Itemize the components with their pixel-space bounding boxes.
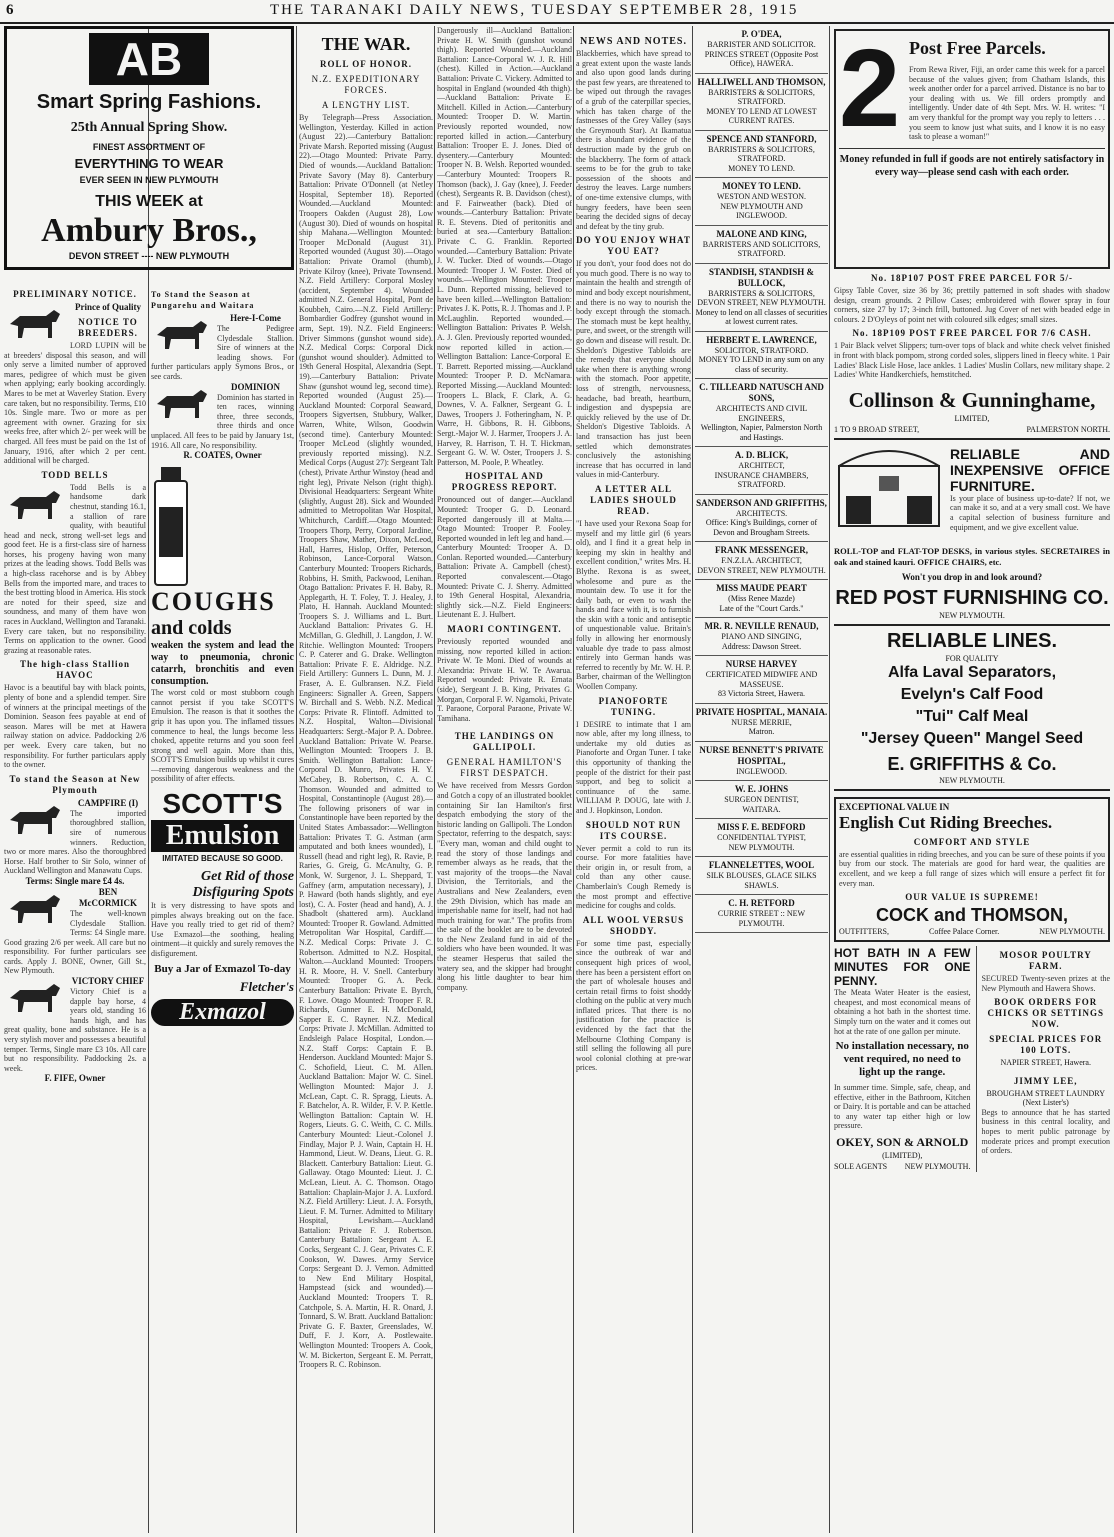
hospital-progress-heading: HOSPITAL AND PROGRESS REPORT. bbox=[451, 471, 558, 493]
spots-body: It is very distressing to have spots and pimples always breaking out on the face. Have you really tried to get rid of them? Use Exmazol—the soothing, healing ointment—it quickly and surely removes the disfigurement. bbox=[151, 901, 294, 959]
season-heading: To stand the Season at New Plymouth bbox=[9, 773, 141, 795]
napier-street: NAPIER STREET, Hawera. bbox=[1000, 1058, 1091, 1068]
card-role: BARRISTERS AND SOLICITORS, STRATFORD. bbox=[702, 239, 821, 258]
gallipoli-body: We have received from Messrs Gordon and Gotch a copy of an illustrated booklet containing Sir Ian Hamilton's first despatch embodying the story of the historic landing on Gallipoli. The London Spectator, referring to the despatch, says: "Every man, woman and child ought to read the story of those landings and remember always as he reads, that the vast majority of the troops—the Naval Division, the Territorials, and the Australians and New Zealanders, even the 29th Division, which has made an imperishable name for itself, had not had much training for war." The profits from the sale of the booklet are to be devoted to the New Zealand fund in aid of the soldiers who have been wounded. It was the steamer Hesperus that sailed the watery sea, and the skipper had brought along his little daughter to bear him company. bbox=[437, 781, 572, 992]
griffiths-city: NEW PLYMOUTH. bbox=[834, 775, 1110, 791]
card-address: PRINCES STREET (Opposite Post Office), HAWERA. bbox=[704, 49, 819, 68]
store-name: Ambury Bros., bbox=[41, 212, 257, 249]
professional-card bbox=[695, 656, 828, 704]
ad-line: EVERYTHING TO WEAR bbox=[74, 156, 224, 171]
card-role: PIANO AND SINGING, bbox=[721, 632, 802, 641]
column-rule bbox=[573, 26, 574, 1533]
news-body-2: If you don't, your food does not do you much good. There is no way to maintain the health and strength of mind and body except nourishment, and there is no way to nourish the body except through the stomach. The stomach must be kept healthy, pure, and sweet, or the strength will go down and disease will result. Dr. Sheldon's Digestive Tabloids are the remedy that everyone should take when there is anything wrong with the stomach. Poor appetite, loss of strength, nervousness, headache, bad breath, heartburn, indigestion and dyspepsia are quickly relieved by the use of Dr. Sheldon's Digestive Tabloids. A land transaction has just been settled which demonstrates conclusively the astonishing increase that has occurred in land values in mid-Canterbury. bbox=[576, 259, 691, 480]
ambury-advertisement bbox=[4, 26, 294, 276]
mosor-heading: MOSOR POULTRY FARM. bbox=[999, 950, 1092, 972]
dominion-body: Dominion has started in ten races, winning three, three seconds, three thirds and once unplaced. All fees to be paid by January 1st, 1916. All care, No responsibility. bbox=[151, 392, 294, 450]
masthead-title: THE TARANAKI DAILY NEWS, TUESDAY SEPTEMBER 28, 1915 bbox=[270, 2, 799, 18]
card-role: INGLEWOOD. bbox=[736, 766, 787, 776]
this-week: THIS WEEK at bbox=[95, 193, 203, 210]
post-free-parcels-ad bbox=[834, 29, 1110, 269]
hamilton-despatch-heading: GENERAL HAMILTON'S FIRST DESPATCH. bbox=[446, 757, 563, 779]
card-name: HALLIWELL AND THOMSON, bbox=[697, 76, 826, 87]
professional-card bbox=[695, 447, 828, 495]
risk-heading: SHOULD NOT RUN ITS COURSE. bbox=[585, 819, 682, 841]
card-name: MALONE AND KING, bbox=[716, 228, 807, 239]
outfitters: OUTFITTERS, bbox=[839, 927, 889, 937]
ad-line: EVER SEEN IN NEW PLYMOUTH bbox=[79, 175, 219, 185]
card-role: CERTIFICATED MIDWIFE AND MASSEUSE. bbox=[705, 670, 818, 689]
hot-bath-heading: HOT BATH IN A FEW MINUTES FOR ONE PENNY. bbox=[834, 946, 971, 989]
reliable-office-heading: RELIABLE AND INEXPENSIVE OFFICE FURNITURE. bbox=[950, 445, 1110, 494]
professional-card bbox=[695, 857, 828, 895]
card-role: SOLICITOR, STRATFORD. bbox=[714, 345, 809, 355]
victory-chief-name: VICTORY CHIEF bbox=[71, 976, 145, 987]
card-name: NURSE BENNETT'S PRIVATE HOSPITAL, bbox=[699, 744, 824, 766]
card-address: NEW PLYMOUTH AND INGLEWOOD. bbox=[720, 201, 803, 220]
card-name: HERBERT E. LAWRENCE, bbox=[706, 334, 817, 345]
scotts-title: SCOTT'S bbox=[162, 788, 283, 820]
maori-contingent-heading: MAORI CONTINGENT. bbox=[447, 624, 562, 635]
enjoy-heading: DO YOU ENJOY WHAT YOU EAT? bbox=[576, 235, 691, 257]
red-post-city: NEW PLYMOUTH. bbox=[834, 610, 1110, 626]
card-name: PRIVATE HOSPITAL, MANAIA. bbox=[695, 706, 828, 717]
card-name: MISS MAUDE PEART bbox=[716, 583, 807, 593]
expeditionary-heading: N.Z. EXPEDITIONARY FORCES. bbox=[311, 74, 421, 95]
ab-logo: AB bbox=[89, 33, 209, 85]
card-role: BARRISTERS & SOLICITORS, STRATFORD. bbox=[708, 144, 815, 163]
roll-of-honor: ROLL OF HONOR. bbox=[320, 59, 412, 69]
card-address: MONEY TO LEND AT LOWEST CURRENT RATES. bbox=[706, 106, 817, 125]
cock-thomson: COCK and THOMSON, bbox=[876, 905, 1068, 926]
card-name: MISS F. E. BEDFORD bbox=[717, 822, 806, 832]
card-role: WESTON AND WESTON. bbox=[716, 192, 807, 201]
alfa-laval: Alfa Laval Separators, bbox=[887, 663, 1057, 681]
card-role: SILK BLOUSES, GLACE SILKS bbox=[706, 871, 817, 880]
havoc-heading: The high-class Stallion HAVOC bbox=[19, 659, 131, 681]
jersey-queen: "Jersey Queen" Mangel Seed bbox=[860, 729, 1084, 747]
reliable-lines-heading: RELIABLE LINES. bbox=[886, 629, 1057, 652]
spots-heading: Get Rid of those Disfiguring Spots bbox=[192, 869, 294, 901]
store-address: DEVON STREET ---- NEW PLYMOUTH bbox=[68, 251, 230, 261]
card-name: MONEY TO LEND. bbox=[722, 181, 801, 191]
horse-icon bbox=[4, 978, 66, 1020]
news-body-1: Blackberries, which have spread to a great extent upon the waste lands and also upon good lands during the past few years, are threatened to be wiped out through the ravages of a grub of the caterpillar species, which has taken charge of the fastnesses of the Grey Valley (says the Greymouth Star). At Ikamatua there is abundant evidence of the destruction made by the grub on the blackberry. The form of attack seems to be for the grub to take possession of the shoots and destroy the leaves. Large numbers of one-time extensive clumps, with hungry feeders, have been seen bearing the decided signs of decay and defeat by the tiny grub. bbox=[576, 49, 691, 231]
professional-card bbox=[695, 226, 828, 264]
coughs-subtitle: weaken the system and lead the way to pneumonia, chronic catarrh, bronchitis and even consumption. bbox=[151, 640, 294, 688]
value-line: OUR VALUE IS SUPREME! bbox=[905, 892, 1039, 903]
griffiths-heading: E. GRIFFITHS & Co. bbox=[887, 753, 1057, 774]
imitated-line: IMITATED BECAUSE SO GOOD. bbox=[162, 854, 283, 864]
scotts-body: The worst cold or most stubborn cough cannot persist if you take SCOTT'S Emulsion. The reason is that it soothes the grip it has upon you. The inflamed tissues commence to heal, the lungs become less choked, appetite returns and you soon feel strong and well again. More than this, SCOTT'S Emulsion builds up whilst it cures—removing dangerous weakness and the possibility of after effects. bbox=[151, 688, 294, 784]
emulsion-title: Emulsion bbox=[151, 820, 294, 852]
professional-card bbox=[695, 895, 828, 933]
war-casualty-list: By Telegraph—Press Association. Wellington, Yesterday. Killed in action (August 22).—Canterbury Battalion: Private Marsh. Reported missing (August 22).—Otago Mounted: Private Parry. Died of wounds.—Auckland Battalion: Private Savory (May 8). Canterbury Battalion: Private O'Donnell (at Netley Hospital, September 18). Reported Wounded.—Auckland Mounted: Troopers Oakden (August 28), Low (August 30). Died of wounds on hospital ship Mahana.—Wellington Mounted: Trooper McDonald (August 31). Reported wounded (August 30).—Otago Battalion: Private Oramol (thumb), Private Kilroy (knee), Private Townsend. N.Z. Field Artillery: Corporal Mosley (accident, September 4). Wounded admitted N.Z. General Hospital, Pont de Koubbeh, Cairo.—N.Z. Field Artillery: Bombardier Godfrey (gunshot wound in arm, Sept. 19). N.Z. Field Engineers: Driver Simmons (gunshot wound side). N.Z. Medical Corps: Corporal Dick (gunshot wound shoulder). Admitted to 19th General Hospital, Alexandria (Sept. 19).—Canterbury Battalion: Private Shaw (gunshot wound leg, second time). Reported wounded (August 25).—Auckland Mounted: Corporal Seaward, Troopers Sigvertsen, Stubbury, Walker, Warren, White, Wilson, Goodwin (second time). Canterbury Mounted: Trooper McLeod (slightly wounded, previously reported missing). N.Z. Medical Corps (August 27): Sergeant Talt (chest), Private Arthur Winstoy (head and right leg), Private Nelson (right thigh). Divisional Headquarters: Sergeant White (slightly, August 28). Sick and Wounded admitted to Metropolitan War Hospital, Whitchurch, Cardiff.—Otago Mounted: Troopers Thorp, Perry, Corporal Jardine, Troopers Shaw, Mather, Dixon, McLeod, Hall, Harres, Hislop, Orffer, Peterson, Robinson, Lance-Corporal Watson. Canterbury Mounted: Troopers Richards, Robbins, H. Smith, Packwood, Lenihan. Otago Battalion: Privates F. H. Baby, R. Applegarth, H. T. Foley, T. J. Healey, J. Plato, H. Hannah. Auckland Mounted: Troopers S. J. Williams and L. Burt. Auckland Battalion: Privates G. H. McMillan, G. Gledhill, J. Langdon, J. W. Ritchie. Wellington Mounted: Troopers C. P. Caterer and G. Drake. Wellington Battalion: Private F. E. Aldridge. N.Z. Field Artillery: Gunners L. Dunn, M. J. Fraser, A. E. Gulbransen. N.Z. Field Engineers: Signaller A. Green, Sappers W. Birchall and S. Webb. N.Z. Medical Corps: Private R. Flintoff. Admitted to N.Z. Hospital, Walton—Divisional Headquarters: Sergt.-Major P. A. Dobree. Auckland Battalion: Private W. Pearse. Wellington Mounted: Troopers J. B. Smith. Wellington Battalion: Lance-Corporal D. Munro, Privates H. Y. McCabey, B. Robertson, C. A. C. Thomson. Wounded and admitted to Hospital, Constantinople (August 28).—The following prisoners of war in Constantinople have been reported by the United States Ambassador:—Wellington Battalion: Privates T. G. Astman (arm amputated and both knees wounded), I. Russell (head and right leg), R. Ravie, P. Raries, G. Greig, G. McAnulty, G. P. Monk, W. Surgenor, J. L. Sheppard, T. Gaffney (arm, amputation necessary), J. P. Haward (both hands slightly, and eye lost), C. A. Foster (head and hand), A. J. Shadbolt (shattered arm). Auckland Mounted: Trooper R. Gowland. Admitted Metropolitan War Hospital, Cardiff.—N.Z. Medical Corps: Private J. C. Robertson. Admitted to N.Z. Hospital, Walton.—Auckland Mounted: Troopers H. R. Moore, H. V. Snell. Canterbury Mounted: Trooper G. A. Peck. Canterbury Battalion: Private E. Byrch, F. Lowe. Otago Mounted: Trooper F. R. Richards, Gunner E. H. McDonald, Sapper E. C. Rayner. N.Z. Medical Corps: Private J. McMillan. Admitted to Endsleigh Palace Hospital, London.—N.Z. Staff Corps: Captain F. B. Henderson. Auckland Mounted: Major S. C. Schofield, Lieut. C. M. Allen. Auckland Battalion: Major W. C. Sinel. Wellington Mounted: Major J. J. McLean, Capt. C. R. Spragg, Lieuts. A. F. Batchelor, A. R. Wilder, F. V. P. Kettle. Wellington Battalion: Captain W. H. Rogers, Lieuts. G. C. Weith, C. C. Mills. Canterbury Mounted: Lieut.-Colonel J. Findlay, Major P. J. Wain, Captain H. H. Hammond, Lieut. W. Deans, Lieut. G. R. Blackett. Canterbury Battalion: Lieut. G. Gallaway. Otago Mounted: Lieut. J. C. McLean, Lieut. A. C. Thomson. Otago Battalion: Chaplain-Major J. A. Luxford. N.Z. Field Artillery: Lieut. J. A. Forsyth, Lieut. F. M. Turner. Admitted to Military Hospital, Lewisham.—Auckland Battalion: Private F. J. Robertson. Canterbury Battalion: Sergeant A. E. Cocks, Sergeant C. J. Gear, Privates C. F. Cookson, W. Dawes. Army Service Corps: Sergeant D. J. Vernon. Admitted to New End Military Hospital, Hampstead (sick and wounded).—Auckland Mounted: Troopers T. R. Catchpole, S. A. Martin, H. R. Onard, J. Tonnard, S. W. Bratt. Auckland Battalion: Private G. F. Baxter, Greenslades, W. Duff, F. J. Korr, A. Postlewaite. Wellington Mounted: Troopers A. Cook, W. M. Bickerton, Sergeant E. M. Perratt, Troopers R. C. Robinson. bbox=[299, 113, 433, 1370]
professional-card bbox=[695, 379, 828, 447]
book-orders: BOOK ORDERS FOR CHICKS OR SETTINGS NOW. bbox=[987, 997, 1104, 1030]
collinson-limited: LIMITED, bbox=[954, 413, 990, 423]
professional-card bbox=[695, 264, 828, 332]
horse-icon bbox=[4, 485, 66, 527]
horse-icon bbox=[4, 889, 66, 931]
campfire-body: The imported thoroughbred stallion, sire of numerous winners. Reduction, two or more mares. Also the thoroughbred Horse. Half brother to Sir Solo, winner of Auckland Wellington and Manawatu Cups. bbox=[4, 808, 146, 876]
news-body-3: "I have used your Rexona Soap for myself and my little girl (6 years old), and I find it a great help in keeping my skin in healthy and excellent condition," writes Mrs. H. Blythe. Rexona is as sweet, wholesome and pure as the mountain dew. To use it for the daily bath, or even to wash the hands and face with it, is to furnish the skin with a tonic and antiseptic of unquestionable value. Britain's folly in allowing her enormously valuable dye trade to pass almost entirely into German hands was referred to recently by Mr. W. H. P. Barber, chairman of the Wellington Woollen Company. bbox=[576, 518, 691, 692]
card-name: P. O'DEA, bbox=[741, 29, 782, 39]
parcel-2-body: 1 Pair Black velvet Slippers; turn-over tops of black and white check velvet finished in front with black pompom, strong corded soles, slippers lined in fleecy white. 1 Pair Ladies' Black Lisle Hose, lace ankles. 1 Ladies' Muslin Collars, new military shape. 2 Ladies' White Handkerchiefs, hemstitched. bbox=[834, 341, 1110, 380]
column-6-cards bbox=[695, 26, 828, 1533]
news-notes-heading: NEWS AND NOTES. bbox=[580, 36, 687, 47]
refund-line: Money refunded in full if goods are not entirely satisfactory in every way—please send cash with each order. bbox=[839, 148, 1105, 179]
card-role: F.N.Z.I.A. ARCHITECT, bbox=[721, 556, 802, 565]
show-title: 25th Annual Spring Show. bbox=[70, 120, 228, 135]
war-heading: THE WAR. bbox=[321, 34, 411, 54]
stallion-name: Prince of Quality bbox=[75, 302, 141, 312]
herei-body: The Pedigree Clydesdale Stallion. Sire of winners at the leading shows. For further particulars apply Symons Bros., or see cards. bbox=[151, 324, 294, 381]
roll-top-line: ROLL-TOP and FLAT-TOP DESKS, in various styles. SECRETAIRES in oak and stained kauri. OFFICE CHAIRS, etc. bbox=[834, 545, 1110, 567]
news-body-5: Never permit a cold to run its course. For more fatalities have their origin in, or result from, a cold than any other cause. Chamberlain's Cough Remedy is the most prompt and effective medicine for coughs and colds. bbox=[576, 843, 691, 911]
parcels-testimonial: From Rewa River, Fiji, an order came this week for a parcel because of the values given; from Chatham Islands, this week another order for a parcel arrived. Distance is no bar to your dealing with us. We fill orders promptly and intelligently. Under date of 4th Sept. Mrs. W. H. writes: "I am very thankful for the prompt way you reply to letters . . . you seem to know just what suits, and I know it is no easy task to please a woman!" bbox=[909, 65, 1105, 142]
terms: Terms: Single mare £4 4s. bbox=[25, 875, 125, 886]
lengthy-list: A LENGTHY LIST. bbox=[321, 100, 411, 110]
card-address: Money to lend on all classes of securities at lowest current rates. bbox=[695, 307, 828, 326]
breeches-body: are essential qualities in riding breeches, and you can be sure of these points if you buy from our stock. The materials are good for hard wear, the qualities are excellent, and we keep a full range of sizes which will ensure a perfect fit for every man. bbox=[839, 849, 1105, 888]
card-name: FLANNELETTES, WOOL bbox=[708, 860, 815, 870]
card-name: STANDISH, STANDISH & BULLOCK, bbox=[709, 266, 814, 288]
column-3-war bbox=[299, 26, 433, 1533]
card-role: (Miss Renee Mazde) bbox=[728, 594, 795, 603]
okey-city: NEW PLYMOUTH. bbox=[904, 1162, 971, 1172]
dominion-name: DOMINION bbox=[231, 381, 280, 392]
card-name: MR. R. NEVILLE RENAUD, bbox=[704, 621, 819, 631]
ad-title: Smart Spring Fashions. bbox=[36, 91, 262, 113]
professional-card bbox=[695, 131, 828, 179]
professional-card bbox=[695, 332, 828, 380]
card-address: CURRIE STREET :: NEW PLYMOUTH. bbox=[717, 909, 806, 928]
for-quality: FOR QUALITY bbox=[945, 653, 999, 663]
red-post-heading: RED POST FURNISHING CO. bbox=[835, 586, 1109, 609]
card-address: MONEY TO LEND in any sum on any class of security. bbox=[698, 355, 825, 374]
mccormick-name: BEN McCORMICK bbox=[79, 886, 137, 908]
card-name: C. H. RETFORD bbox=[728, 898, 795, 908]
office-body: Is your place of business up-to-date? If not, we can make it so, and at a very small cost. We have a capital selection of business furniture and equipment, and we give excellent value. bbox=[950, 493, 1110, 532]
card-role: BARRISTERS & SOLICITORS, DEVON STREET, NEW PLYMOUTH. bbox=[697, 288, 826, 307]
parcel-1-heading: No. 18P107 POST FREE PARCEL FOR 5/- bbox=[871, 273, 1073, 283]
card-role: CONFIDENTIAL TYPIST, bbox=[717, 833, 806, 842]
column-2-ads bbox=[151, 285, 294, 1533]
notice-body: LORD LUPIN will be at breeders' disposal this season, and will only serve a limited number of approved mares, pedigree of which must be given when applying; early booking accordingly. Mares to be met at Waverley Station. Every care taken, but no responsibility. Terms, £10 10s. Single mare. Two or more as per agreement with owner. Grazing for six weeks free, after which 2/- per week will be charged. All fees must be paid on the 1st of January, 1916, after which 2 per cent. additional will be charged. bbox=[4, 341, 146, 466]
professional-card bbox=[695, 781, 828, 819]
professional-card bbox=[695, 178, 828, 226]
parcel-1-body: Gipsy Table Cover, size 36 by 36; prettily patterned in soft shades with shadow design, cream grounds. 2 Pillow Cases; embroidered with flower spray in four corners, size 27 by 17; 3-inch frill, buttoned. Jug Cover of net with beaded edge in colours. 2 D'Oyleys of point net with coloured silk edges; small sizes. bbox=[834, 286, 1110, 324]
news-body-6: For some time past, especially since the outbreak of war and consequent high prices of wool, there has been a persistent effort on the part of wholesale houses and certain retail firms to foist shoddy clothing on the public at very much inflated prices. That there is no justification for the practice is evidenced by the fact that the Melbourne Clothing Company is still selling the following all pure wool colonial clothing at pre-war prices. bbox=[576, 938, 691, 1073]
victory-body: Victory Chief is a dapple bay horse, 4 years old, standing 16 hands high, and has great quality, bone and substance. He is a very stylish mover and possesses a beautiful temper. Terms, Single mare £3 10s. All care but no responsibility. Paddocking 2s. a week. bbox=[4, 987, 146, 1073]
professional-card bbox=[695, 819, 828, 857]
coates-owner: R. COATES, Owner bbox=[183, 450, 262, 461]
hot-bath-body: The Meata Water Heater is the easiest, cheapest, and most economical means of obtaining a hot bath in the shortest time. Simply turn on the water and it comes out hot at the rate of one gallon per minute. bbox=[834, 988, 971, 1036]
buy-line: Buy a Jar of Exmazol To-day bbox=[154, 962, 291, 975]
coughs-heading: COUGHS bbox=[151, 587, 276, 617]
breeches-heading: English Cut Riding Breeches. bbox=[839, 812, 1053, 832]
card-role: SURGEON DENTIST, bbox=[724, 795, 799, 804]
column-rule bbox=[296, 26, 297, 1533]
colds-heading: and colds bbox=[151, 617, 232, 640]
horse-icon bbox=[4, 304, 66, 346]
wont-line: Won't you drop in and look around? bbox=[901, 571, 1043, 582]
horse-icon bbox=[151, 315, 213, 357]
column-rule bbox=[692, 26, 693, 1533]
exceptional-line: EXCEPTIONAL VALUE IN bbox=[839, 801, 950, 812]
comfort-line: COMFORT AND STYLE bbox=[913, 836, 1031, 847]
special-prices: SPECIAL PRICES FOR 100 LOTS. bbox=[989, 1034, 1103, 1056]
professional-card bbox=[695, 618, 828, 656]
card-address: DEVON STREET, NEW PLYMOUTH. bbox=[697, 565, 826, 575]
card-name: SANDERSON AND GRIFFITHS, bbox=[696, 497, 827, 508]
maori-body: Previously reported wounded and missing, now reported killed in action: Private W. Te Moni. Died of wounds at Alexandria: Private H. W. Te Awarua. Reported wounded: Private R. Ernata (side), Sergeant J. B. King, Privates G. Morgan, Corporal F. W. Ngamoki, Private T. Paraone, Corporal Paraone, Private W. Tamihana. bbox=[437, 637, 572, 723]
mccormick-body: The well-known Clydesdale Stallion. Terms: £4 Single mare. Good grazing 2/6 per week. All care but no responsibility. For further particulars see cards. Apply J. BONE, Owner, Gill St., New Plymouth. bbox=[4, 908, 146, 976]
jimmy-lee: JIMMY LEE, bbox=[1013, 1075, 1078, 1086]
herei-come: Here-I-Come bbox=[230, 313, 281, 323]
fletcher-name: Fletcher's bbox=[239, 978, 294, 994]
horse-icon bbox=[4, 800, 66, 842]
notice-heading: PRELIMINARY NOTICE. bbox=[13, 289, 137, 299]
emulsion-bottle-icon bbox=[151, 467, 191, 587]
tui-calf: "Tui" Calf Meal bbox=[915, 707, 1029, 725]
professional-card bbox=[695, 26, 828, 74]
card-address: Matron. bbox=[748, 727, 775, 736]
notice-to-breeders: NOTICE TO BREEDERS. bbox=[78, 317, 138, 338]
column-7-ads bbox=[834, 26, 1110, 1533]
card-address: SHAWLS. bbox=[744, 880, 779, 890]
news-body-4: I DESIRE to intimate that I am now able, after my long illness, to undertake my old duties as Pianoforte and Organ Tuner. I take this opportunity of thanking the people of the district for their past support, and beg to solicit a continuance of the same. WILLIAM P. DOUG, late with J. and J. Hopkinson, London. bbox=[576, 719, 691, 815]
hospital-body: Pronounced out of danger.—Auckland Mounted: Trooper G. D. Leonard. Reported dangerously ill at Malta.—Otago Mounted: Trooper P. Fooley. Reported wounded in left leg and hand.—Canterbury Mounted: Trooper A. D. Conlan. Reported wounded.—Canterbury Battalion: Private A. Campbell (chest). Reported convalescent.—Otago Mounted: Private C. J. Sherry. Admitted to 19th General Hospital, Alexandria, slightly sick.—N.Z. Field Engineers: Lieutenant E. J. Hulbert. bbox=[437, 495, 572, 620]
professional-card bbox=[695, 495, 828, 543]
card-address: Office: King's Buildings, corner of Devon and Brougham Streets. bbox=[705, 518, 818, 537]
havoc-body: Havoc is a beautiful bay with black points, plenty of bone and a splendid temper. Sire of winners at the principal meetings of the Dominion. Season fees payable at end of season. Mares will be met at Hawera railway station on advice. Paddocking 2/6 per week. Every care taken, but no responsibility. For further particulars apply to the owner. bbox=[4, 683, 146, 770]
todd-bells-body: Todd Bells is a handsome dark chestnut, standing 16.1, a stallion of rare quality, with beautiful head and neck, strong well-set legs and good feet. He is a first-class sire of harness horses, his progeny having won many prizes at the leading shows. Todd Bells was a high-class racehorse and is by Abbey Bells from the imported mare, and traces to the best trotting blood in America. His stock are noted for their speed, size and soundness, and many of them have won races in Auckland, Wellington and Taranaki. Every care taken, but no responsibility. Terms on application to the owner. Good grazing at reasonable rates. bbox=[4, 482, 146, 655]
coffee-palace: Coffee Palace Corner. bbox=[929, 927, 1000, 937]
laundry-line: BROUGHAM STREET LAUNDRY (Next Lister's) bbox=[986, 1088, 1105, 1108]
big-two: 2 bbox=[839, 29, 901, 150]
no-install: No installation necessary, no vent required, no need to light up the range. bbox=[835, 1040, 969, 1079]
collinson-name: Collinson & Gunninghame, bbox=[848, 387, 1096, 412]
ad-line: FINEST ASSORTMENT OF bbox=[92, 142, 206, 152]
card-name: W. E. JOHNS bbox=[734, 784, 789, 794]
breeches-ad bbox=[834, 797, 1110, 942]
horse-icon bbox=[151, 384, 213, 426]
card-address: Wellington, Napier, Palmerston North and Hastings. bbox=[700, 423, 823, 442]
professional-card bbox=[695, 742, 828, 782]
card-address: NEW PLYMOUTH. bbox=[728, 842, 795, 852]
parcels-title: Post Free Parcels. bbox=[909, 38, 1046, 58]
card-name: SPENCE AND STANFORD, bbox=[706, 133, 817, 144]
professional-card bbox=[695, 74, 828, 131]
gallipoli-heading: THE LANDINGS ON GALLIPOLI. bbox=[454, 731, 555, 753]
desk-icon bbox=[834, 446, 944, 546]
card-name: NURSE HARVEY bbox=[725, 659, 798, 669]
war-list-cont: Dangerously ill—Auckland Battalion: Private H. W. Smith (gunshot wound thigh). Reported Wounded.—Auckland Battalion: Lance-Corporal W. J. R. Hill (chest). Killed in Action.—Auckland Battalion: Private C. Vickery. Admitted to hospital in England (wounded 4th thigh).—Auckland Battalion: Private E. Mitchell. Killed in Action.—Canterbury Mounted: Trooper D. W. Martin. Previously reported wounded, now reported killed in action.—Canterbury Battalion: Trooper E. J. Jones. Died of dysentery.—Canterbury Mounted: Trooper N. B. Welsh. Reported wounded.—Canterbury Mounted: Troopers R. Thomson (back), J. Gay (knee), J. Feeder (chest), Sergeants R. B. Davidson (chest), and F. Fairweather (back). Died of wounds.—Canterbury Battalion: Private R. E. Stevens. Died of peritonitis and buried at sea.—Canterbury Battalion: Private C. G. Franklin. Reported wounded.—Canterbury Battalion: Private J. W. Tucker. Died of wounds.—Otago Mounted: Trooper J. W. Foster. Died of wounds.—Wellington Mounted: Trooper L. Dunn. Reported missing, believed to have been killed.—Wellington Battalion: Privates J. K. Potts, R. J. Thomas and J. P. McLaughlin. Reported wounded.—Wellington Battalion: Privates P. Welsh, A. J. Glen. Previously reported wounded, now reported killed in action.—Wellington Battalion: Lance-Corporal E. T. Barrett. Reported missing.—Auckland Mounted: Trooper P. D. McNamara. Reported Missing.—Auckland Mounted: Troopers L. Black, F. Clark, A. G. Downes, V. A. Falkner, Sergeant G. I. Dawes, Troopers J. Fotheringham, N. P. Warre, H. Gibbons, R. H. Gibbons, Sergt.-Major W. J. Harmer, Troopers J. A. Harvey, R. Harrison, T. H. T. Hickman, Sergeant G. W. W. Oster, Troopers J. S. Patterson, M. Poole, P. Wheatley. bbox=[437, 26, 572, 467]
column-4-war-cont bbox=[437, 26, 572, 1533]
piano-heading: PIANOFORTE TUNING. bbox=[598, 695, 669, 717]
card-name: FRANK MESSENGER, bbox=[714, 545, 808, 555]
card-role: NURSE MERRIE, bbox=[731, 717, 792, 727]
card-name: C. TILLEARD NATUSCH AND SONS, bbox=[699, 382, 824, 403]
column-5-news bbox=[576, 26, 691, 1533]
professional-card bbox=[695, 542, 828, 580]
mosor-secured: SECURED Twenty-seven prizes at the New Plymouth and Hawera Shows. bbox=[981, 974, 1110, 993]
laundry-body: Begs to announce that he has started business in this central locality, and hopes to merit public patronage by moderate prices and prompt execution of orders. bbox=[981, 1107, 1110, 1156]
card-address: WAITARA. bbox=[742, 804, 781, 814]
card-address: Address: Dawson Street. bbox=[721, 641, 802, 651]
page-number: 6 bbox=[6, 2, 14, 18]
column-rule bbox=[434, 26, 435, 1533]
okey-limited: (LIMITED), bbox=[882, 1151, 923, 1161]
masthead bbox=[0, 0, 1114, 24]
todd-bells-heading: TODD BELLS bbox=[41, 469, 109, 480]
card-address: INSURANCE CHAMBERS, STRATFORD. bbox=[714, 470, 809, 489]
horse-season-heading: To Stand the Season at Pungarehu and Waitara bbox=[151, 290, 255, 310]
hot-bath-body-2: In summer time. Simple, safe, cheap, and effective, either in the Bathroom, Kitchen or Dairy. It is portable and can be attached to any water tap either high or low pressure. bbox=[834, 1083, 971, 1131]
collinson-address: 1 TO 9 BROAD STREET, bbox=[834, 424, 920, 434]
card-role: BARRISTERS & SOLICITORS, STRATFORD. bbox=[708, 87, 815, 106]
okey-son: OKEY, SON & ARNOLD bbox=[836, 1135, 969, 1150]
column-1-notices bbox=[4, 285, 146, 1533]
exmazol-logo: Exmazol bbox=[151, 999, 294, 1026]
card-name: A. D. BLICK, bbox=[734, 450, 789, 460]
card-role: ARCHITECT, bbox=[738, 461, 785, 470]
collinson-city: PALMERSTON NORTH. bbox=[1026, 424, 1110, 434]
card-role: ARCHITECTS AND CIVIL ENGINEERS, bbox=[715, 404, 808, 423]
card-role: BARRISTER AND SOLICITOR. bbox=[707, 40, 816, 49]
card-address: 83 Victoria Street, Hawera. bbox=[717, 689, 806, 698]
card-address: Late of the "Court Cards." bbox=[719, 603, 804, 613]
evelyn-calf: Evelyn's Calf Food bbox=[900, 685, 1044, 703]
card-role: ARCHITECTS. bbox=[735, 508, 788, 518]
sole-agents: SOLE AGENTS bbox=[834, 1162, 888, 1172]
shoddy-heading: ALL WOOL VERSUS SHODDY. bbox=[582, 914, 685, 936]
parcel-2-heading: No. 18P109 POST FREE PARCEL FOR 7/6 CASH. bbox=[852, 328, 1092, 339]
fife-owner: F. FIFE, Owner bbox=[44, 1073, 106, 1084]
cock-city: NEW PLYMOUTH. bbox=[1039, 927, 1105, 937]
card-address: MONEY TO LEND. bbox=[728, 163, 795, 173]
column-rule bbox=[829, 26, 830, 1533]
professional-card bbox=[695, 580, 828, 618]
professional-card bbox=[695, 704, 828, 742]
campfire-name: CAMPFIRE (I) bbox=[77, 797, 139, 808]
rexona-heading: A LETTER ALL LADIES SHOULD READ. bbox=[590, 483, 677, 516]
